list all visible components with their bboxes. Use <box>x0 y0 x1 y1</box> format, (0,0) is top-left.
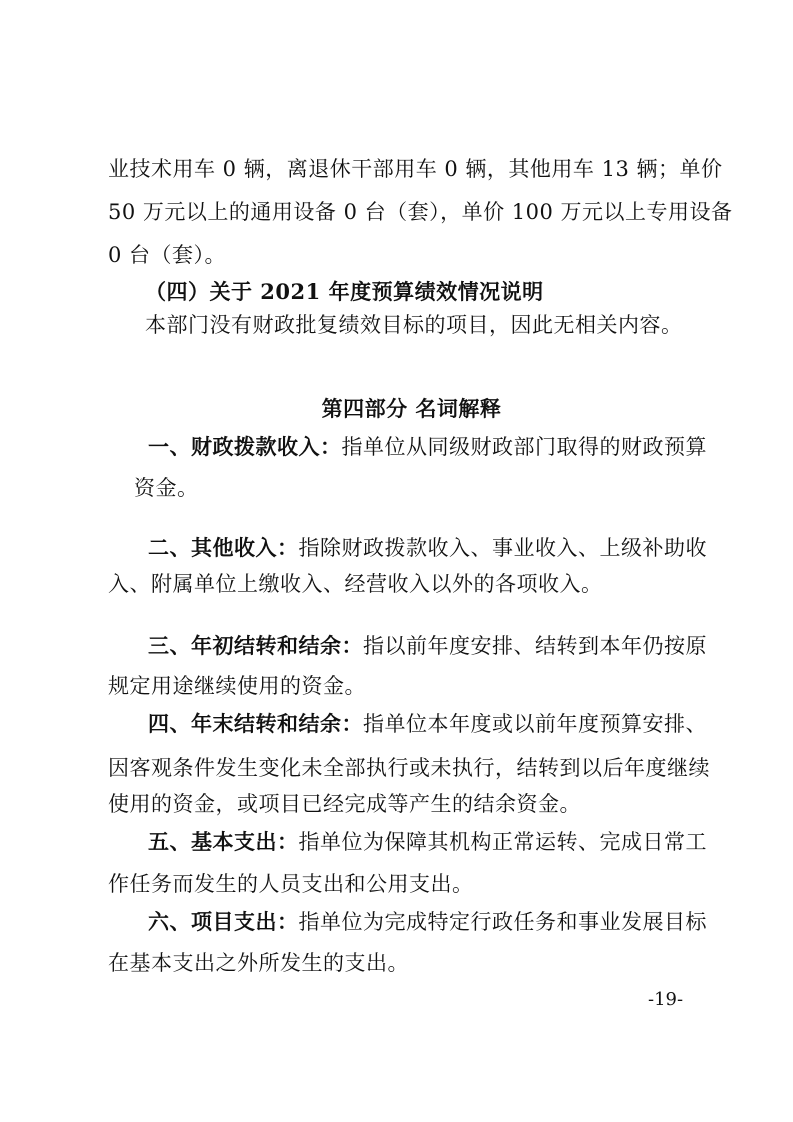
term-4-line-3: 使用的资金，或项目已经完成等产生的结余资金。 <box>108 792 581 816</box>
term-6-line-2: 在基本支出之外所发生的支出。 <box>108 951 409 975</box>
term-5-line-1 <box>148 827 738 857</box>
term-5-label: 五、基本支出： <box>148 829 299 854</box>
term-1-line-1 <box>148 432 738 462</box>
page-number: -19- <box>648 989 684 1010</box>
term-3-line-1 <box>148 631 738 661</box>
term-1-text-1: 指单位从同级财政部门取得的财政预算 <box>341 435 707 459</box>
term-6-label: 六、项目支出： <box>148 909 299 934</box>
term-2-text-1: 指除财政拨款收入、事业收入、上级补助收 <box>298 536 707 560</box>
term-3-label: 三、年初结转和结余： <box>148 633 363 658</box>
term-4-label: 四、年末结转和结余： <box>148 711 363 736</box>
vehicles-line-2: 50 万元以上的通用设备 0 台（套），单价 100 万元以上专用设备 <box>108 200 733 224</box>
term-5-text-1: 指单位为保障其机构正常运转、完成日常工 <box>298 830 707 854</box>
term-3-text-1: 指以前年度安排、结转到本年仍按原 <box>363 634 707 658</box>
term-5-line-2: 作任务而发生的人员支出和公用支出。 <box>108 872 474 896</box>
term-2-line-1 <box>148 533 738 563</box>
part-title: 第四部分 名词解释 <box>321 396 502 421</box>
term-6-text-1: 指单位为完成特定行政任务和事业发展目标 <box>298 910 707 934</box>
term-3-line-2: 规定用途继续使用的资金。 <box>108 674 366 698</box>
performance-heading: （四）关于 2021 年度预算绩效情况说明 <box>145 279 544 304</box>
term-4-text-1: 指单位本年度或以前年度预算安排、 <box>363 712 707 736</box>
term-2-line-2: 入、附属单位上缴收入、经营收入以外的各项收入。 <box>108 572 603 596</box>
term-1-line-2: 资金。 <box>134 476 199 500</box>
term-4-line-1 <box>148 709 738 739</box>
vehicles-line-3: 0 台（套）。 <box>108 243 227 267</box>
performance-body: 本部门没有财政批复绩效目标的项目，因此无相关内容。 <box>145 313 683 337</box>
vehicles-line-1: 业技术用车 0 辆，离退休干部用车 0 辆，其他用车 13 辆；单价 <box>108 157 723 181</box>
term-2-label: 二、其他收入： <box>148 535 299 560</box>
term-6-line-1 <box>148 907 738 937</box>
term-4-line-2: 因客观条件发生变化未全部执行或未执行，结转到以后年度继续 <box>108 756 710 780</box>
term-1-label: 一、财政拨款收入： <box>148 434 342 459</box>
